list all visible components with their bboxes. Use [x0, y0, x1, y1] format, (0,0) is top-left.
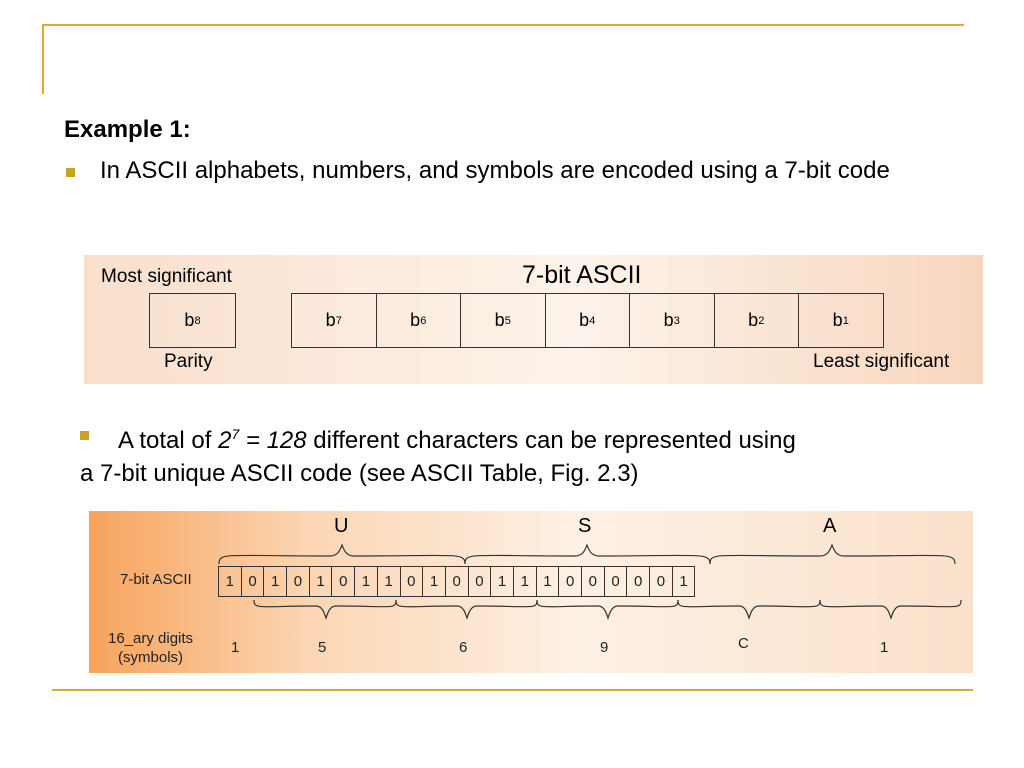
bit-base: b: [579, 310, 590, 330]
bit-base: b: [325, 310, 336, 330]
bit-sub: 7: [335, 314, 342, 327]
hex-digit: 9: [600, 639, 609, 656]
parity-bit-base: b: [184, 310, 195, 330]
hex-digit: 6: [459, 639, 468, 656]
bit-value-cell: 0: [331, 566, 355, 597]
bit-sub: 3: [673, 314, 680, 327]
bit-value-cell: 0: [626, 566, 650, 597]
label-16ary-line2: (symbols): [118, 649, 184, 666]
bit-value-cell: 0: [581, 566, 605, 597]
bit-values-row: [219, 566, 695, 597]
letter-u: U: [334, 515, 349, 537]
slide-heading: Example 1:: [64, 116, 191, 143]
brace-hex-6: [396, 600, 537, 618]
brace-s: [465, 545, 710, 564]
bit-sub: 4: [589, 314, 596, 327]
bullet2-equation: = 128: [239, 427, 307, 454]
letter-s: S: [578, 515, 592, 537]
bottom-accent-rule: [52, 689, 973, 691]
bit-value-cell: 0: [400, 566, 424, 597]
bullet2-base: 2: [218, 427, 232, 454]
bit-base: b: [410, 310, 421, 330]
bit-value-cell: 0: [468, 566, 492, 597]
bit-value-cell: 1: [309, 566, 333, 597]
bit-value-cell: 1: [490, 566, 514, 597]
label-7bit-ascii-row: 7-bit ASCII: [120, 571, 192, 588]
bit-sub: 2: [758, 314, 765, 327]
bit-value-cell: 1: [263, 566, 287, 597]
bit-value-cell: 0: [558, 566, 582, 597]
letter-a: A: [823, 515, 837, 537]
bit-value-cell: 1: [377, 566, 401, 597]
bullet2-suffix: different characters can be represented using: [306, 427, 796, 454]
bullet-text-2-line2: a 7-bit unique ASCII code (see ASCII Table, Fig. 2.3): [80, 460, 639, 487]
bullet-text-1: In ASCII alphabets, numbers, and symbols are encoded using a 7-bit code: [100, 157, 890, 184]
label-7bit-ascii-title: 7-bit ASCII: [522, 261, 642, 289]
bit-sub: 5: [504, 314, 511, 327]
label-parity: Parity: [164, 351, 213, 372]
brace-hex-9: [537, 600, 678, 618]
bullet2-prefix: A total of: [118, 427, 219, 454]
label-least-significant: Least significant: [813, 351, 950, 372]
bit-value-cell: 0: [649, 566, 673, 597]
bit-base: b: [748, 310, 759, 330]
brace-hex-5: [254, 600, 396, 618]
bit-value-cell: 1: [218, 566, 242, 597]
hex-digit: 5: [318, 639, 327, 656]
bit-value-cell: 1: [672, 566, 696, 597]
parity-bit-sub: 8: [194, 314, 201, 327]
bit-sub: 1: [842, 314, 849, 327]
hex-digit: 1: [880, 639, 889, 656]
bit-sub: 6: [420, 314, 427, 327]
bit-value-cell: 0: [286, 566, 310, 597]
bit-value-cell: 1: [536, 566, 560, 597]
label-16ary-line1: 16_ary digits: [108, 630, 194, 647]
label-most-significant: Most significant: [101, 266, 232, 287]
bit-value-cell: 1: [513, 566, 537, 597]
label-16ary-digits: [108, 629, 193, 667]
bit-value-cell: 0: [241, 566, 265, 597]
bit-value-cell: 1: [354, 566, 378, 597]
bit-value-cell: 0: [604, 566, 628, 597]
bit-base: b: [663, 310, 674, 330]
bit-base: b: [494, 310, 505, 330]
hex-digit: 1: [231, 639, 240, 656]
brace-hex-c: [678, 600, 820, 618]
hex-digit: C: [738, 635, 749, 652]
brace-a: [710, 545, 955, 564]
brace-hex-1: [820, 600, 961, 618]
bit-value-cell: 0: [445, 566, 469, 597]
bit-value-cell: 1: [422, 566, 446, 597]
bullet2-exponent: 7: [231, 426, 240, 442]
bit-base: b: [832, 310, 843, 330]
brace-u: [219, 545, 465, 564]
